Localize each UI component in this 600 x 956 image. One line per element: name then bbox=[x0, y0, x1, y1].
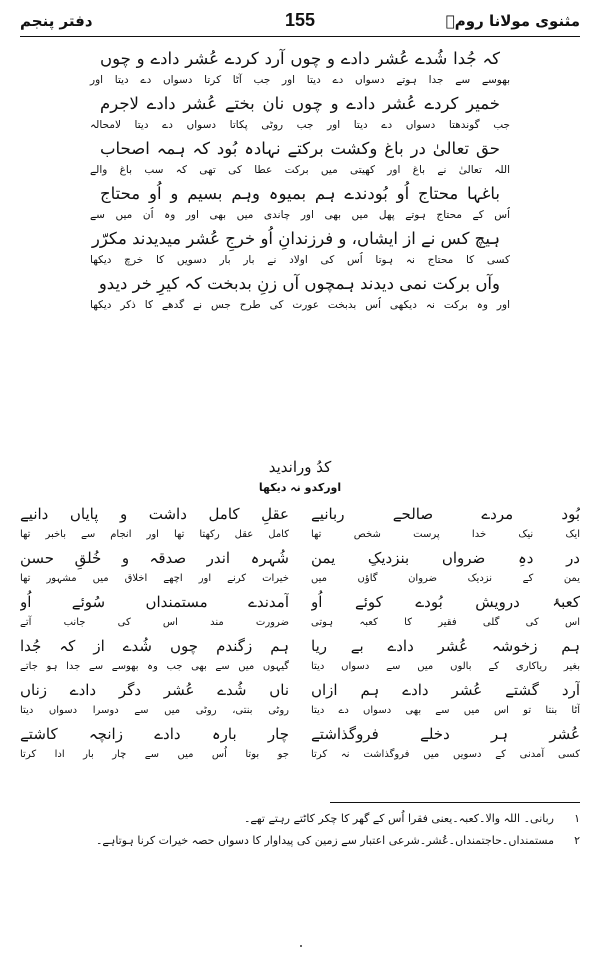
urdu-translation: بھوسے سے جدا ہوتے دسواں دے دیتا اور جب آٹا کرتا دسواں دے دیتا اور bbox=[90, 74, 510, 86]
verse-pair bbox=[20, 136, 580, 179]
persian-verse: حق تعالیٰ در باغ وکشت برکتے نہادہ بُود کہ ہمہ اصحاب bbox=[100, 139, 500, 158]
urdu-translation: اس کی گلی فقیر کا کعبہ ہوتی bbox=[311, 617, 580, 628]
couplet-first-half bbox=[311, 678, 580, 722]
urdu-translation: گیہوں میں سے بھی جب وہ بھوسے سے جدا ہو جاتے bbox=[20, 661, 289, 672]
couplet-first-half bbox=[311, 634, 580, 678]
couplet-first-half bbox=[311, 722, 580, 766]
persian-hemistich: کعبۂ درویش بُودے کوئے اُو bbox=[311, 593, 580, 611]
couplet-second-half bbox=[20, 722, 289, 766]
persian-verse: خمیر کردے عُشر دادے و چوں نان بختے عُشر دادے لاجرم bbox=[100, 94, 500, 113]
verse-pair bbox=[20, 226, 580, 269]
page-header bbox=[20, 10, 580, 36]
persian-hemistich: بُود مردے صالحے ربانیے bbox=[311, 505, 580, 523]
footnote-text: ربانی۔ اللہ والا۔کعبہ۔یعنی فقرا اُس کے گھر کا چکر کاٹتے رہتے تھے۔ bbox=[243, 812, 554, 825]
persian-hemistich: شُہرہ اندر صدقہ و خُلقِ حسن bbox=[20, 549, 289, 567]
verse-pair bbox=[20, 91, 580, 134]
urdu-translation: ضرورت مند اس کی جانب آتے bbox=[20, 617, 289, 628]
urdu-translation: یمن کے نزدیک ضروان گاؤں میں bbox=[311, 573, 580, 584]
couplet-second-half bbox=[20, 546, 289, 590]
persian-hemistich: ہم زگندم چوں شُدے از کہ جُدا bbox=[20, 637, 289, 655]
footnote-number: ۲ bbox=[574, 834, 580, 847]
urdu-translation: جب گوندھتا دسواں دے دیتا اور جب روٹی پکاتا دسواں دے دیتا لامحالہ bbox=[90, 119, 510, 131]
volume-title: دفتر پنجم bbox=[20, 12, 93, 30]
persian-hemistich: آمدندے مستمنداں سُوئے اُو bbox=[20, 593, 289, 611]
urdu-translation: جو بوتا اُس میں سے چار بار ادا کرتا bbox=[20, 749, 289, 760]
verse-pair bbox=[20, 271, 580, 314]
persian-hemistich: در دہِ ضرواں بنزدیکِ یمن bbox=[311, 549, 580, 567]
persian-hemistich: آرد گشتے عُشر دادے ہم ازاں bbox=[311, 681, 580, 699]
persian-hemistich: عُشر ہر دخلے فروگذاشتے bbox=[311, 725, 580, 743]
urdu-translation: اور وہ برکت نہ دیکھی اُس بدبخت عورت کی طرح جس نے گدھے کا ذکر دیکھا bbox=[90, 299, 510, 311]
section-heading: کدُ وراندید bbox=[268, 458, 332, 476]
section-subheading: اورکدو نہ دیکھا bbox=[258, 481, 342, 494]
couplet-second-half bbox=[20, 634, 289, 678]
urdu-translation: بغیر ریاکاری کے بالوں میں سے دسواں دیتا bbox=[311, 661, 580, 672]
couplet-first-half bbox=[311, 546, 580, 590]
footnotes bbox=[60, 808, 580, 852]
couplet-first-half bbox=[311, 502, 580, 546]
couplet-second-half bbox=[20, 590, 289, 634]
persian-hemistich: عقلِ کامل داشت و پایاں دانیے bbox=[20, 505, 289, 523]
verse-pair bbox=[20, 46, 580, 89]
persian-verse: کہ جُدا شُدے عُشر دادے و چوں آرد کردے عُشر دادے و چوں bbox=[100, 49, 500, 68]
persian-verse: وآں برکت نمی دیدند ہمچوں آں زنِ بدبخت کہ کیرِ خر دیدو bbox=[98, 274, 500, 293]
print-mark bbox=[300, 945, 302, 947]
footnote-text: مستمنداں۔حاجتمنداں۔عُشر۔شرعی اعتبار سے زمین کی پیداوار کا دسواں حصہ خیرات کرنا ہوتاہے۔ bbox=[95, 834, 554, 847]
urdu-translation: کسی کا محتاج نہ ہوتا اُس کی اولاد نے بار بار دسویں کا خرچ دیکھا bbox=[90, 254, 510, 266]
urdu-translation: ایک نیک خدا پرست شخص تھا bbox=[311, 529, 580, 540]
couplet-second-half bbox=[20, 502, 289, 546]
couplet-grid bbox=[20, 502, 580, 766]
persian-verse: ہیچ کس نے از ایشاں، و فرزندانِ اُو خرجِ عُشر میدیدند مکرّر bbox=[91, 229, 500, 248]
urdu-translation: آٹا بنتا تو اس میں سے بھی دسواں دے دیتا bbox=[311, 705, 580, 716]
persian-hemistich: چار بارہ دادے زانچہ کاشتے bbox=[20, 725, 289, 743]
footnote bbox=[60, 830, 580, 852]
urdu-translation: خیرات کرنے اور اچھے اخلاق میں مشہور تھا bbox=[20, 573, 289, 584]
header-rule bbox=[20, 36, 580, 37]
footnote-number: ۱ bbox=[574, 812, 580, 825]
prose-verse-block bbox=[20, 46, 580, 316]
footnote-rule bbox=[330, 802, 580, 803]
urdu-translation: روٹی بنتی، روٹی میں سے دوسرا دسواں دیتا bbox=[20, 705, 289, 716]
page-number: 155 bbox=[284, 10, 316, 30]
footnote bbox=[60, 808, 580, 830]
couplet-first-half bbox=[311, 590, 580, 634]
verse-pair bbox=[20, 181, 580, 224]
persian-hemistich: ہم زخوشہ عُشر دادے بے ریا bbox=[311, 637, 580, 655]
book-title: مثنوی مولانا رومؒ bbox=[445, 12, 580, 30]
urdu-translation: اللہ تعالیٰ نے باغ اور کھیتی میں برکت عطا کی تھی کہ سب باغ والے bbox=[90, 164, 510, 176]
urdu-translation: کسی آمدنی کے دسویں میں فروگذاشت نہ کرتا bbox=[311, 749, 580, 760]
urdu-translation: کامل عقل رکھتا تھا اور انجام سے باخبر تھا bbox=[20, 529, 289, 540]
persian-verse: باغہا محتاج اُو بُودندے ہم بمیوہ وہم بسیم و اُو محتاج bbox=[100, 184, 500, 203]
urdu-translation: اُس کے محتاج ہوتے پھل میں بھی اور چاندی میں بھی اور وہ اُن میں سے bbox=[90, 209, 510, 221]
couplet-second-half bbox=[20, 678, 289, 722]
persian-hemistich: ناں شُدے عُشر دگر دادے زناں bbox=[20, 681, 289, 699]
